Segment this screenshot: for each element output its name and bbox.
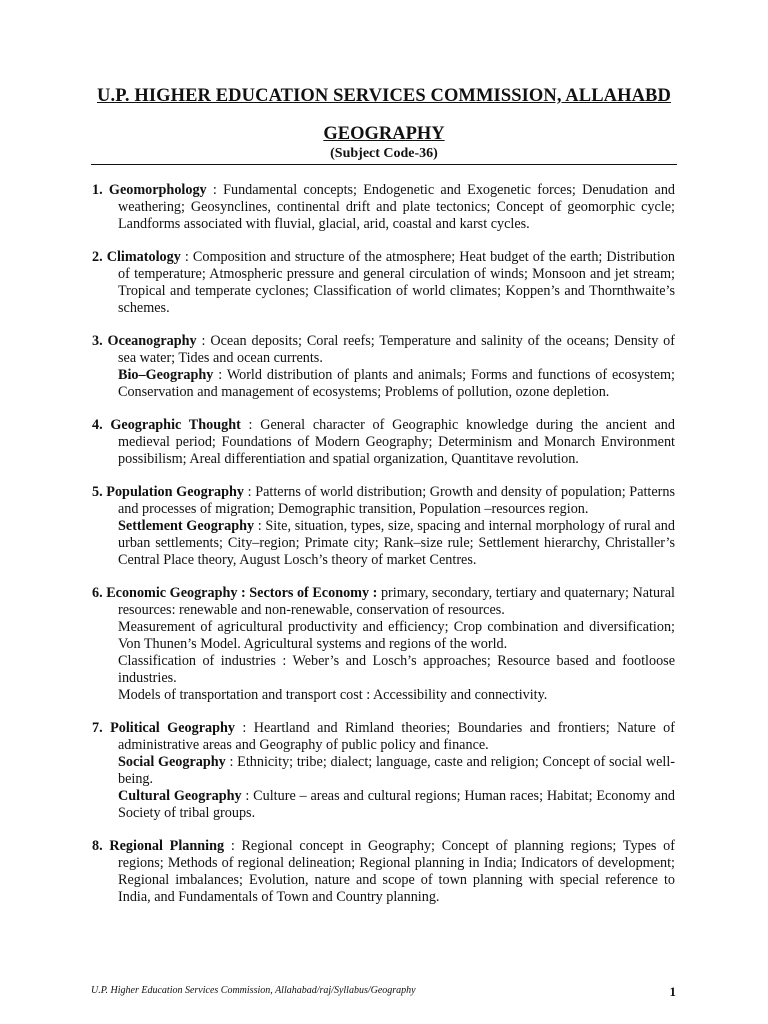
section-number: 7. xyxy=(92,720,103,736)
section-text: : Heartland and Rimland theories; Boundaries and frontiers; Nature of administrative areas and Geography of public policy and finance. xyxy=(118,720,676,753)
subsection-title: Settlement Geography xyxy=(118,518,255,534)
syllabus-section xyxy=(92,484,675,569)
syllabus-section xyxy=(92,417,675,468)
header-rule xyxy=(91,164,677,165)
subsection-paragraph xyxy=(92,518,675,569)
subsection-paragraph xyxy=(92,619,675,653)
subsection-title: Bio–Geography xyxy=(118,367,214,383)
footer-text: U.P. Higher Education Services Commission, Allahabad/raj/Syllabus/Geography xyxy=(91,985,416,996)
section-title: Geomorphology xyxy=(108,182,207,198)
subsection-text: : World distribution of plants and animals; Forms and functions of ecosystem; Conservation and management of ecosystems; Problems of pollution, ozone depletion. xyxy=(118,367,675,400)
subsection-paragraph xyxy=(92,367,675,401)
section-title: Economic Geography : Sectors of Economy : xyxy=(106,585,378,601)
subsection-paragraph xyxy=(92,754,675,788)
section-title: Geographic Thought xyxy=(110,417,241,433)
section-paragraph xyxy=(92,838,675,906)
section-paragraph xyxy=(92,249,675,317)
subsection-paragraph xyxy=(92,687,675,704)
subsection-paragraph xyxy=(92,653,675,687)
section-number: 3. xyxy=(92,333,103,349)
subject-code: (Subject Code-36) xyxy=(330,146,438,161)
subsection-text: Measurement of agricultural productivity and efficiency; Crop combination and diversification; Von Thunen’s Model. Agricultural systems and regions of the world. xyxy=(118,619,675,652)
section-paragraph xyxy=(92,720,675,754)
section-title: Climatology xyxy=(106,249,181,265)
section-title: Regional Planning xyxy=(109,838,225,854)
section-number: 1. xyxy=(92,182,103,198)
syllabus-section xyxy=(92,720,675,822)
syllabus-section xyxy=(92,838,675,906)
section-text: : Patterns of world distribution; Growth and density of population; Patterns and processes of migration; Demographic transition, Population –resources region. xyxy=(118,484,676,517)
syllabus-section xyxy=(92,585,675,704)
section-number: 6. xyxy=(92,585,103,601)
section-text: : Regional concept in Geography; Concept of planning regions; Types of regions; Methods of regional delineation; Regional planning in India; Indicators of development; Regional imbalances; Evolution, nature and scope of town planning with special reference to India, and Fundamentals of Town and Country planning. xyxy=(118,838,675,905)
section-number: 2. xyxy=(92,249,103,265)
page-number: 1 xyxy=(669,984,676,999)
section-text: primary, secondary, tertiary and quaternary; Natural resources: renewable and non-renewable, conservation of resources. xyxy=(118,585,676,618)
syllabus-section xyxy=(92,249,675,317)
subject-title: GEOGRAPHY xyxy=(323,124,445,144)
subsection-text: : Ethnicity; tribe; dialect; language, caste and religion; Concept of social well-being. xyxy=(118,754,675,787)
subsection-title: Cultural Geography xyxy=(118,788,242,804)
section-title: Political Geography xyxy=(110,720,235,736)
section-number: 4. xyxy=(92,417,103,433)
syllabus-section xyxy=(92,182,675,233)
subsection-text: Models of transportation and transport cost : Accessibility and connectivity. xyxy=(118,687,548,703)
subsection-title: Social Geography xyxy=(118,754,226,770)
subsection-paragraph xyxy=(92,788,675,822)
section-number: 5. xyxy=(92,484,103,500)
subsection-text: : Culture – areas and cultural regions; Human races; Habitat; Economy and Society of tribal groups. xyxy=(118,788,676,821)
syllabus-content xyxy=(92,182,675,922)
section-paragraph xyxy=(92,417,675,468)
section-paragraph xyxy=(92,333,675,367)
section-title: Population Geography xyxy=(106,484,244,500)
section-text: : Fundamental concepts; Endogenetic and Exogenetic forces; Denudation and weathering; Geosynclines, continental drift and plate tectonics; Concept of geomorphic cycle; Landforms associated with fluvial, glacial, arid, coastal and karst cycles. xyxy=(118,182,676,232)
section-paragraph xyxy=(92,484,675,518)
section-title: Oceanography xyxy=(107,333,197,349)
section-number: 8. xyxy=(92,838,103,854)
section-text: : Composition and structure of the atmosphere; Heat budget of the earth; Distribution of temperature; Atmospheric pressure and general circulation of winds; Monsoon and jet stream; Tropical and temperate cyclones; Classification of world climates; Koppen’s and Thornthwaite’s schemes. xyxy=(118,249,676,316)
section-paragraph xyxy=(92,182,675,233)
subsection-text: Classification of industries : Weber’s and Losch’s approaches; Resource based and footloose industries. xyxy=(118,653,675,686)
section-paragraph xyxy=(92,585,675,619)
section-text: : Ocean deposits; Coral reefs; Temperature and salinity of the oceans; Density of sea water; Tides and ocean currents. xyxy=(118,333,676,366)
syllabus-section xyxy=(92,333,675,401)
page-title: U.P. HIGHER EDUCATION SERVICES COMMISSION, ALLAHABD xyxy=(97,86,671,106)
section-text: : General character of Geographic knowledge during the ancient and medieval period; Foundations of Modern Geography; Determinism and Monarch Environment possibilism; Areal differentiation and spatial organization, Quantitave revolution. xyxy=(118,417,675,467)
subsection-text: : Site, situation, types, size, spacing and internal morphology of rural and urban settlements; City–region; Primate city; Rank–size rule; Settlement hierarchy, Christaller’s Central Place theory, August Losch’s theory of market Centres. xyxy=(118,518,675,568)
